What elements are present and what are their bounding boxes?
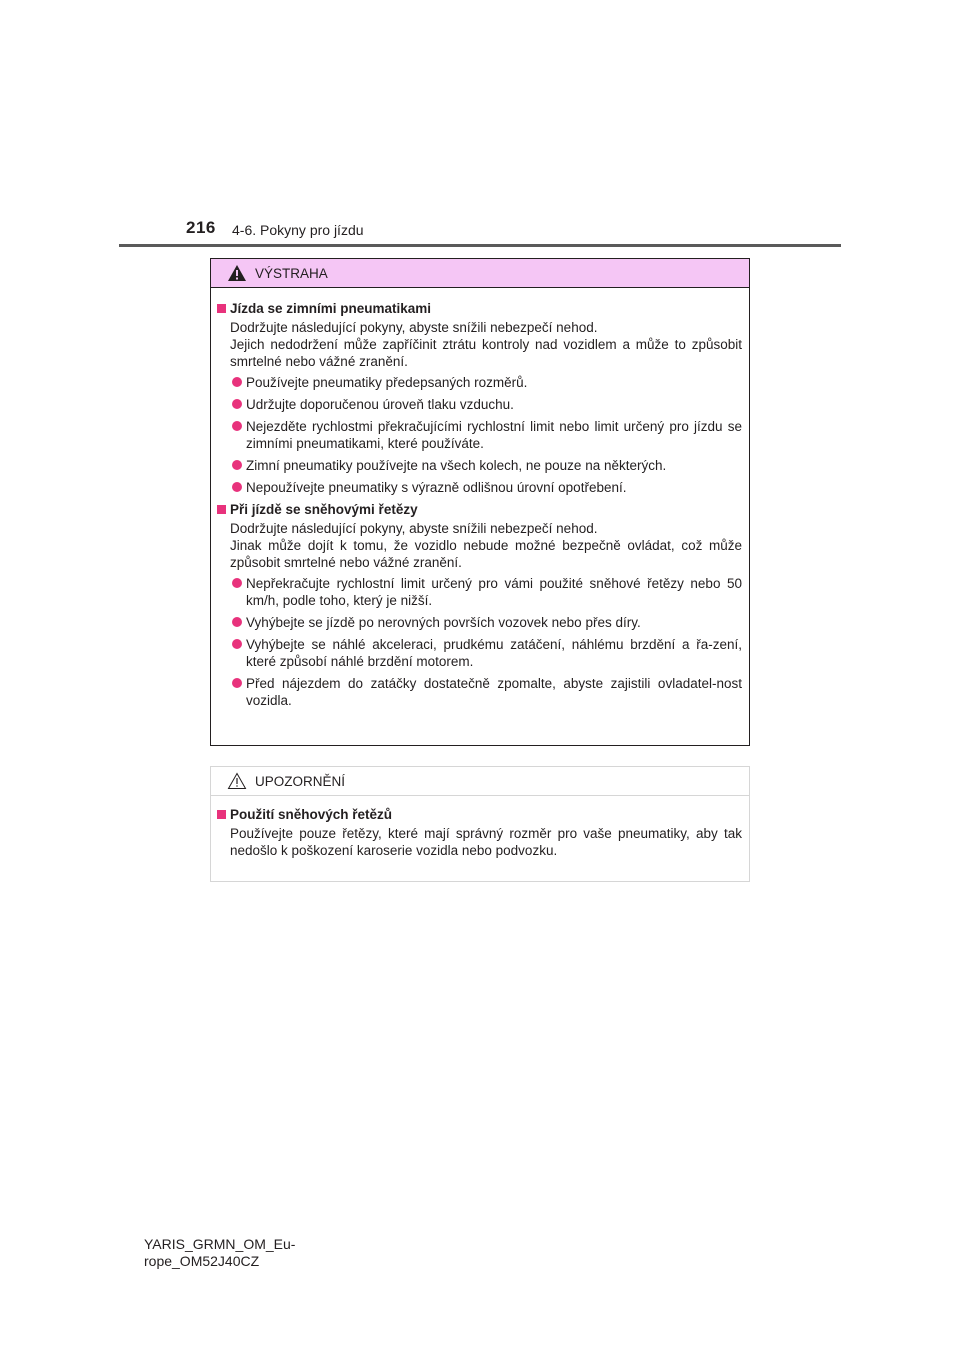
warning-title: VÝSTRAHA (255, 265, 328, 281)
bullet-dot-icon (232, 482, 242, 492)
square-bullet-icon (217, 810, 226, 819)
caution-triangle-icon (227, 772, 247, 790)
list-item-text: Nejezděte rychlostmi překračujícími rychlostní limit nebo limit určený pro jízdu se zimními pneumatikami, které používáte. (246, 419, 742, 451)
bullet-dot-icon (232, 639, 242, 649)
section-heading (217, 806, 742, 823)
list-item (217, 374, 742, 391)
square-bullet-icon (217, 304, 226, 313)
page-number: 216 (186, 218, 216, 237)
list-item-text: Před nájezdem do zatáčky dostatečně zpomalte, abyste zajistili ovladatel-nost vozidla. (246, 676, 742, 708)
caution-title: UPOZORNĚNÍ (255, 773, 346, 789)
bullet-dot-icon (232, 460, 242, 470)
section-heading-text: Při jízdě se sněhovými řetězy (230, 502, 418, 517)
list-item (217, 575, 742, 609)
section-intro: Dodržujte následující pokyny, abyste snížili nebezpečí nehod. Jinak může dojít k tomu, že vozidlo nebude možné bezpečně ovládat, což může způsobit smrtelné nebo vážné zranění. (230, 521, 742, 570)
list-item (217, 614, 742, 631)
caution-body (211, 796, 749, 859)
list-item (217, 396, 742, 413)
bullet-dot-icon (232, 399, 242, 409)
list-item (217, 675, 742, 709)
warning-triangle-icon (227, 264, 247, 282)
caution-box (210, 766, 750, 882)
list-item (217, 479, 742, 496)
list-item-text: Vyhýbejte se jízdě po nerovných površích vozovek nebo přes díry. (246, 615, 641, 630)
list-item-text: Vyhýbejte se náhlé akceleraci, prudkému zatáčení, náhlému brzdění a řa-zení, které způsobí náhlé brzdění motorem. (246, 637, 742, 669)
bullet-dot-icon (232, 421, 242, 431)
warning-header (211, 259, 749, 288)
section-heading (217, 300, 742, 317)
bullet-dot-icon (232, 578, 242, 588)
list-item (217, 418, 742, 452)
list-item-text: Nepřekračujte rychlostní limit určený pro vámi použité sněhové řetězy nebo 50 km/h, podle toho, který je nižší. (246, 576, 742, 608)
bullet-dot-icon (232, 617, 242, 627)
header-rule (119, 244, 841, 247)
bullet-dot-icon (232, 678, 242, 688)
section-title: 4-6. Pokyny pro jízdu (232, 222, 364, 238)
section-intro: Dodržujte následující pokyny, abyste snížili nebezpečí nehod. Jejich nedodržení může zapříčinit ztrátu kontroly nad vozidlem a může to způsobit smrtelné nebo vážné zranění. (230, 320, 742, 369)
square-bullet-icon (217, 505, 226, 514)
list-item (217, 457, 742, 474)
warning-body (211, 288, 749, 709)
caution-header (211, 767, 749, 796)
doc-code: YARIS_GRMN_OM_Eu- rope_OM52J40CZ (144, 1236, 296, 1269)
list-item-text: Používejte pneumatiky předepsaných rozměrů. (246, 375, 528, 390)
section-heading-text: Použití sněhových řetězů (230, 807, 393, 822)
list-item (217, 636, 742, 670)
warning-box (210, 258, 750, 746)
list-item-text: Zimní pneumatiky používejte na všech kolech, ne pouze na některých. (246, 458, 667, 473)
list-item-text: Udržujte doporučenou úroveň tlaku vzduchu. (246, 397, 514, 412)
bullet-dot-icon (232, 377, 242, 387)
section-heading-text: Jízda se zimními pneumatikami (230, 301, 432, 316)
section-heading (217, 501, 742, 518)
list-item-text: Nepoužívejte pneumatiky s výrazně odlišnou úrovní opotřebení. (246, 480, 627, 495)
caution-text: Používejte pouze řetězy, které mají správný rozměr pro vaše pneumatiky, aby tak nedošlo k poškození karoserie vozidla nebo podvozku. (230, 826, 742, 858)
